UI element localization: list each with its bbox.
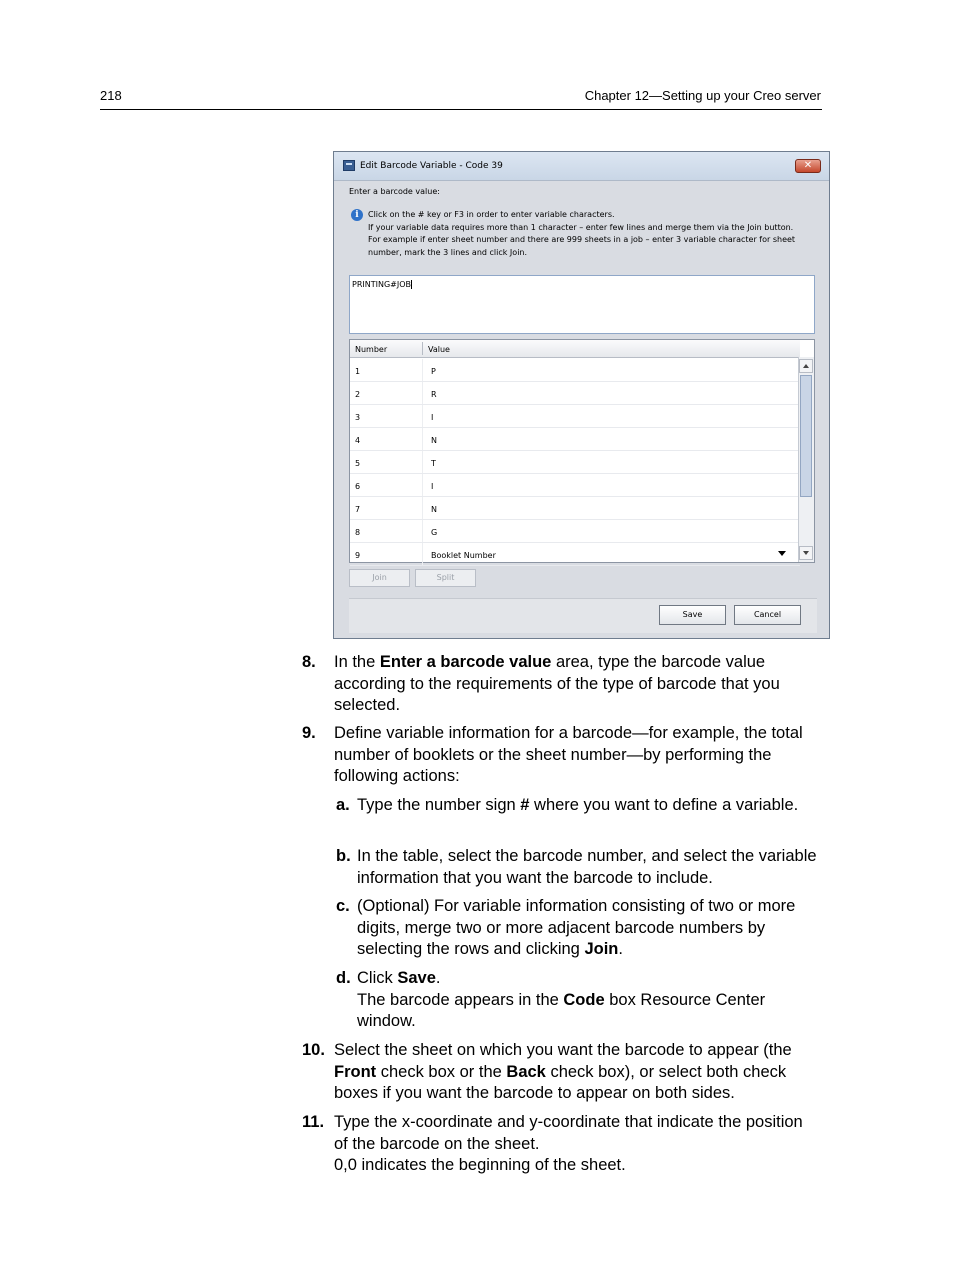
substep-text: [357, 795, 819, 817]
substep-line: [357, 990, 819, 1033]
scroll-up-icon[interactable]: [799, 359, 813, 373]
row-number: 2: [355, 390, 361, 399]
step-number: 10.: [302, 1041, 325, 1059]
step-text: [334, 652, 820, 717]
column-divider: [422, 342, 423, 355]
text-run: Click: [357, 969, 398, 987]
cell-divider: [422, 359, 423, 381]
info-line: Click on the # key or F3 in order to enter variable characters.: [368, 210, 615, 219]
row-number: 6: [355, 482, 361, 491]
save-button[interactable]: Save: [659, 605, 726, 625]
bold-term: Save: [397, 969, 436, 987]
dialog-title: Edit Barcode Variable - Code 39: [360, 161, 503, 171]
row-number: 9: [355, 551, 361, 560]
substep-text: [357, 968, 819, 1033]
column-header-value[interactable]: Value: [428, 345, 450, 354]
row-number: 5: [355, 459, 361, 468]
bold-term: Enter a barcode value: [379, 653, 552, 671]
join-button[interactable]: Join: [349, 569, 410, 587]
row-value: N: [431, 436, 437, 445]
table-row[interactable]: [350, 543, 800, 566]
barcode-value-text: PRINTING#JOB: [352, 280, 412, 289]
scroll-down-icon[interactable]: [799, 546, 813, 560]
text-run: (Optional) For variable information consisting of two or more digits, merge two or more adjacent barcode numbers by selecting the rows and clicking: [357, 897, 796, 958]
text-run: 0,0 indicates the beginning of the sheet.: [334, 1156, 626, 1174]
table-header: [350, 340, 800, 358]
substep-letter: d.: [336, 969, 351, 987]
edit-barcode-dialog: [333, 151, 830, 639]
bold-term: Back: [506, 1062, 546, 1081]
text-run: Type the x-coordinate and y-coordinate that indicate the position of the barcode on the sheet.: [334, 1113, 803, 1153]
text-run: Select the sheet on which you want the barcode to appear (the: [334, 1041, 792, 1059]
text-run: Type the number sign: [357, 796, 521, 814]
column-header-number[interactable]: Number: [355, 345, 388, 354]
table-scrollbar[interactable]: [798, 357, 814, 562]
chevron-down-icon[interactable]: [778, 551, 786, 556]
text-run: check box or the: [376, 1062, 507, 1081]
info-icon: i: [351, 209, 363, 221]
cell-divider: [422, 543, 423, 565]
cell-divider: [422, 405, 423, 427]
substep-letter: b.: [336, 847, 351, 865]
substep-letter: a.: [336, 796, 350, 814]
split-button[interactable]: Split: [415, 569, 476, 587]
row-number: 1: [355, 367, 361, 376]
table-body: [350, 359, 800, 566]
substep-text: In the table, select the barcode number, and select the variable information that you want the barcode to include.: [357, 847, 817, 887]
substep-text: [357, 896, 819, 961]
info-text: [368, 209, 795, 260]
row-value: I: [431, 413, 434, 422]
table-row[interactable]: [350, 405, 800, 428]
table-row[interactable]: [350, 382, 800, 405]
row-number: 4: [355, 436, 361, 445]
cell-divider: [422, 497, 423, 519]
cell-divider: [422, 474, 423, 496]
table-row[interactable]: [350, 359, 800, 382]
chapter-title: Chapter 12—Setting up your Creo server: [584, 88, 821, 103]
app-window-icon: [343, 160, 355, 171]
info-line: If your variable data requires more than 1 character – enter few lines and merge them via the Join button.: [368, 222, 794, 232]
table-row[interactable]: [350, 428, 800, 451]
info-line: For example if enter sheet number and there are 999 sheets in a job – enter 3 variable character for sheet: [368, 235, 796, 245]
barcode-value-input[interactable]: [349, 275, 815, 334]
text-run: check box), or select both check boxes if you want the barcode to appear on both sides.: [334, 1062, 787, 1102]
page-number: 218: [100, 88, 122, 103]
table-row[interactable]: [350, 520, 800, 543]
cell-divider: [422, 382, 423, 404]
row-value: N: [431, 505, 437, 514]
text-run: In the: [334, 653, 380, 671]
text-run: box Resource Center window.: [357, 990, 766, 1030]
cell-divider: [422, 520, 423, 542]
row-value: T: [431, 459, 436, 468]
barcode-table: [349, 339, 815, 563]
table-row[interactable]: [350, 474, 800, 497]
scroll-thumb[interactable]: [800, 375, 812, 497]
bold-term: Front: [334, 1062, 377, 1081]
row-number: 3: [355, 413, 361, 422]
text-run: .: [435, 969, 441, 987]
row-value: R: [431, 390, 437, 399]
bold-term: Code: [563, 990, 605, 1009]
bold-term: Join: [584, 940, 619, 958]
dialog-titlebar: [334, 152, 829, 181]
cell-divider: [422, 451, 423, 473]
text-run: area, type the barcode value according to the requirements of the type of barcode that you selected.: [334, 653, 780, 714]
text-run: where you want to define a variable.: [529, 796, 799, 814]
table-row[interactable]: [350, 451, 800, 474]
substep-letter: c.: [336, 897, 350, 915]
text-caret: [411, 280, 412, 289]
text-run: .: [618, 940, 623, 958]
info-line: number, mark the 3 lines and click Join.: [368, 248, 528, 258]
close-button[interactable]: ✕: [795, 159, 821, 173]
cancel-button[interactable]: Cancel: [734, 605, 801, 625]
enter-value-label: Enter a barcode value:: [349, 187, 440, 196]
step-text: [334, 1112, 820, 1177]
step-number: 8.: [302, 653, 316, 671]
step-text: [334, 1040, 820, 1105]
row-value: G: [431, 528, 438, 537]
row-number: 7: [355, 505, 361, 514]
row-number: 8: [355, 528, 361, 537]
step-text: Define variable information for a barcode—for example, the total number of booklets or the sheet number—by performing the following actions:: [334, 724, 803, 785]
row-value-select[interactable]: Booklet Number: [431, 551, 496, 560]
step-number: 11.: [302, 1113, 325, 1131]
bold-term: #: [520, 796, 530, 814]
header-rule: [100, 109, 822, 110]
step-number: 9.: [302, 724, 316, 742]
text-run: The barcode appears in the: [357, 990, 564, 1009]
cell-divider: [422, 428, 423, 450]
substep-line: [357, 968, 819, 990]
row-value: P: [431, 367, 436, 376]
row-value: I: [431, 482, 434, 491]
table-row[interactable]: [350, 497, 800, 520]
